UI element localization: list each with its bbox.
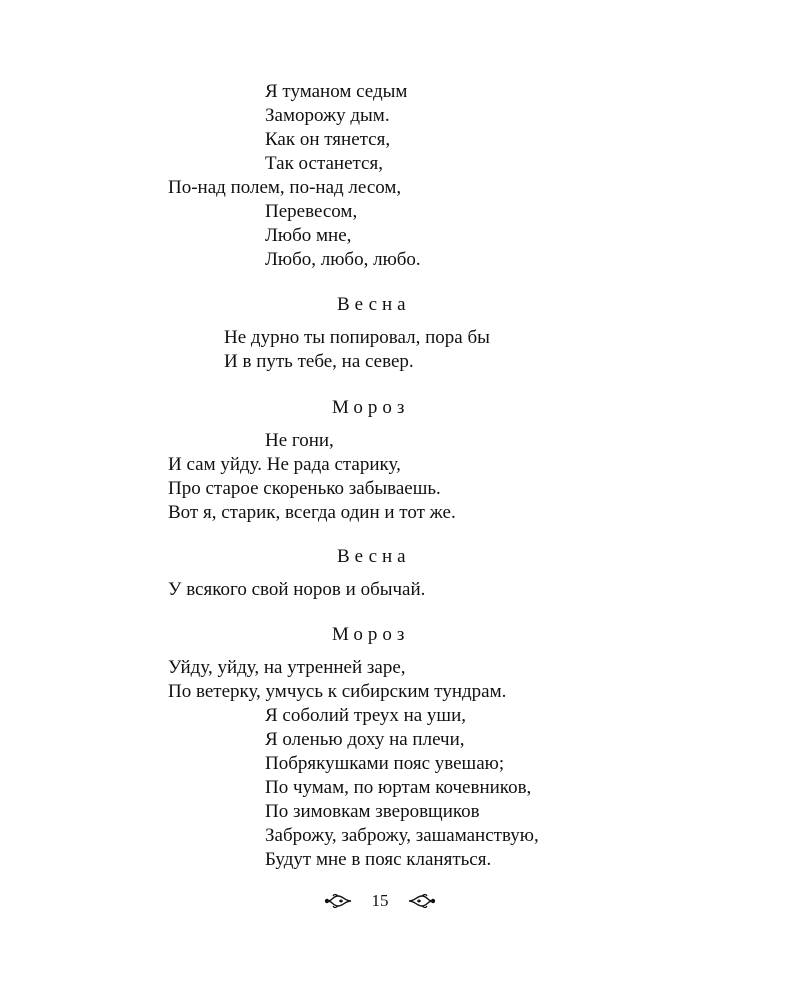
verse-line: Я соболий треух на уши, [265, 705, 466, 726]
verse-line: Уйду, уйду, на утренней заре, [168, 657, 406, 678]
verse-line: Я оленью доху на плечи, [265, 729, 465, 750]
verse-line: Побрякушками пояс увешаю; [265, 753, 505, 774]
verse-line: Вот я, старик, всегда один и тот же. [168, 502, 456, 523]
verse-line: Про старое скоренько забываешь. [168, 478, 441, 499]
verse-line: Перевесом, [265, 201, 358, 222]
verse-line: Любо мне, [265, 225, 352, 246]
verse-line: Не гони, [265, 430, 334, 451]
page-footer [0, 888, 760, 913]
speaker-name: Весна [337, 294, 411, 315]
verse-line: По-над полем, по-над лесом, [168, 177, 402, 198]
speaker-name: Весна [337, 546, 411, 567]
verse-line: Будут мне в пояс кланяться. [265, 849, 492, 870]
verse-line: Заброжу, заброжу, зашаманствую, [265, 825, 539, 846]
verse-line: Я туманом седым [265, 81, 408, 102]
verse-line: Не дурно ты попировал, пора бы [224, 327, 490, 348]
flourish-left-icon [323, 890, 357, 909]
verse-line: Так останется, [265, 153, 383, 174]
verse-line: Как он тянется, [265, 129, 391, 150]
verse-line: Заморожу дым. [265, 105, 390, 126]
flourish-right-icon [407, 890, 437, 909]
speaker-name: Мороз [332, 624, 410, 645]
page-number: 15 [371, 891, 389, 911]
verse-line: Любо, любо, любо. [265, 249, 421, 270]
verse-line: И в путь тебе, на север. [224, 351, 414, 372]
verse-line: По чумам, по юртам кочевников, [265, 777, 532, 798]
verse-line: По зимовкам зверовщиков [265, 801, 480, 822]
verse-line: У всякого свой норов и обычай. [168, 579, 426, 600]
verse-line: И сам уйду. Не рада старику, [168, 454, 401, 475]
speaker-name: Мороз [332, 397, 410, 418]
verse-line: По ветерку, умчусь к сибирским тундрам. [168, 681, 507, 702]
